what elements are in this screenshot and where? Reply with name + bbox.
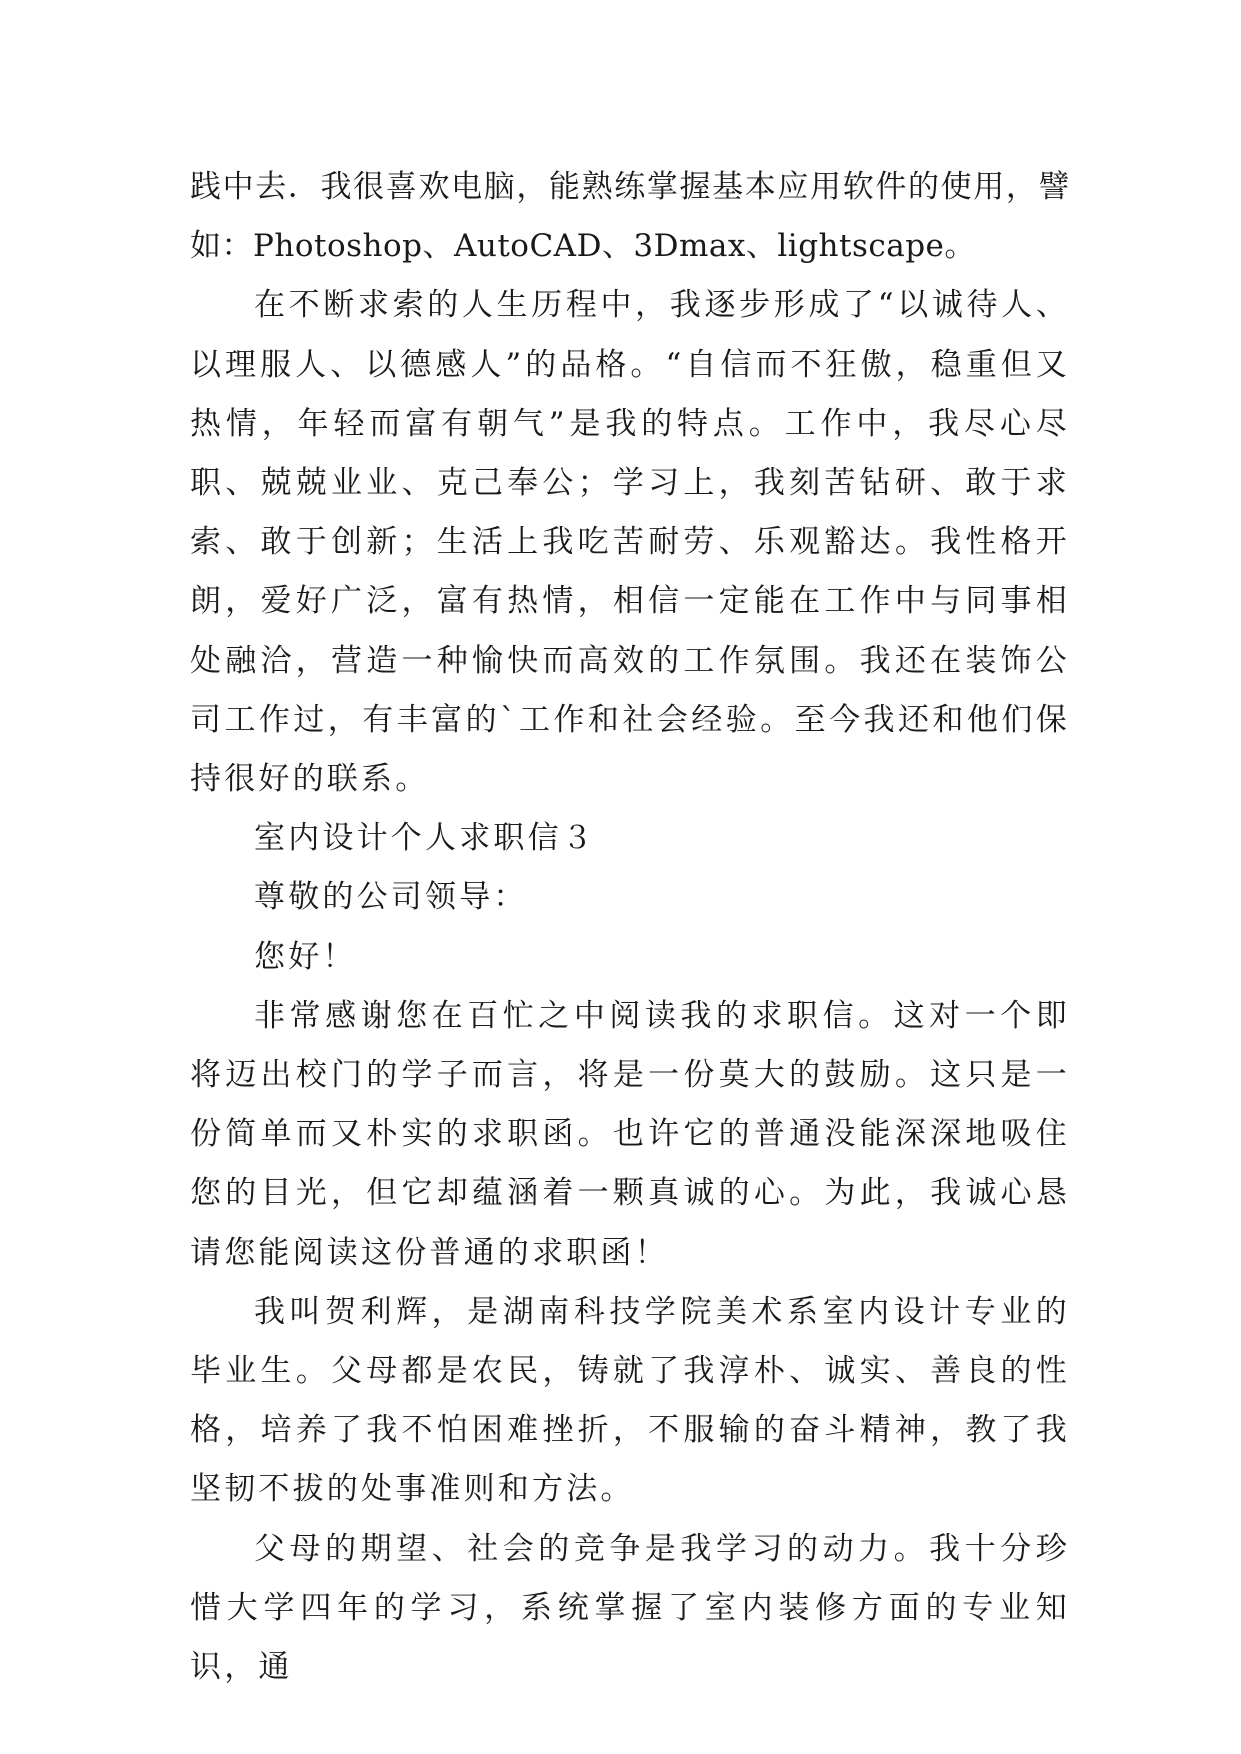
paragraph-software-skills: 践中去．我很喜欢电脑，能熟练掌握基本应用软件的使用，譬如：Photoshop、AutoCAD、3Dmax、lightscape。 <box>190 169 1070 265</box>
letter-heading: 室内设计个人求职信３ <box>254 820 596 857</box>
paragraph-character-traits: 在不断求索的人生历程中，我逐步形成了“以诚待人、以理服人、以德感人”的品格。“自信而不狂傲，稳重但又热情，年轻而富有朝气”是我的特点。工作中，我尽心尽职、兢兢业业、克己奉公；学习上，我刻苦钻研、敢于求索、敢于创新；生活上我吃苦耐劳、乐观豁达。我性格开朗，爱好广泛，富有热情，相信一定能在工作中与同事相处融洽，营造一种愉快而高效的工作氛围。我还在装饰公司工作过，有丰富的`工作和社会经验。至今我还和他们保持很好的联系。 <box>190 287 1070 798</box>
paragraph-self-introduction: 我叫贺利辉，是湖南科技学院美术系室内设计专业的毕业生。父母都是农民，铸就了我淳朴、诚实、善良的性格，培养了我不怕困难挫折，不服输的奋斗精神，教了我坚韧不拔的处事准则和方法。 <box>190 1293 1070 1508</box>
paragraph-thanks: 非常感谢您在百忙之中阅读我的求职信。这对一个即将迈出校门的学子而言，将是一份莫大的鼓励。这只是一份简单而又朴实的求职函。也许它的普通没能深深地吸住您的目光，但它却蕴涵着一颗真诚的心。为此，我诚心恳请您能阅读这份普通的求职函！ <box>190 997 1070 1271</box>
letter-body <box>190 158 1070 1697</box>
greeting: 您好！ <box>254 938 357 975</box>
paragraph-study-motivation: 父母的期望、社会的竞争是我学习的动力。我十分珍惜大学四年的学习，系统掌握了室内装修方面的专业知识，通 <box>190 1530 1070 1686</box>
salutation: 尊敬的公司领导： <box>254 879 528 916</box>
